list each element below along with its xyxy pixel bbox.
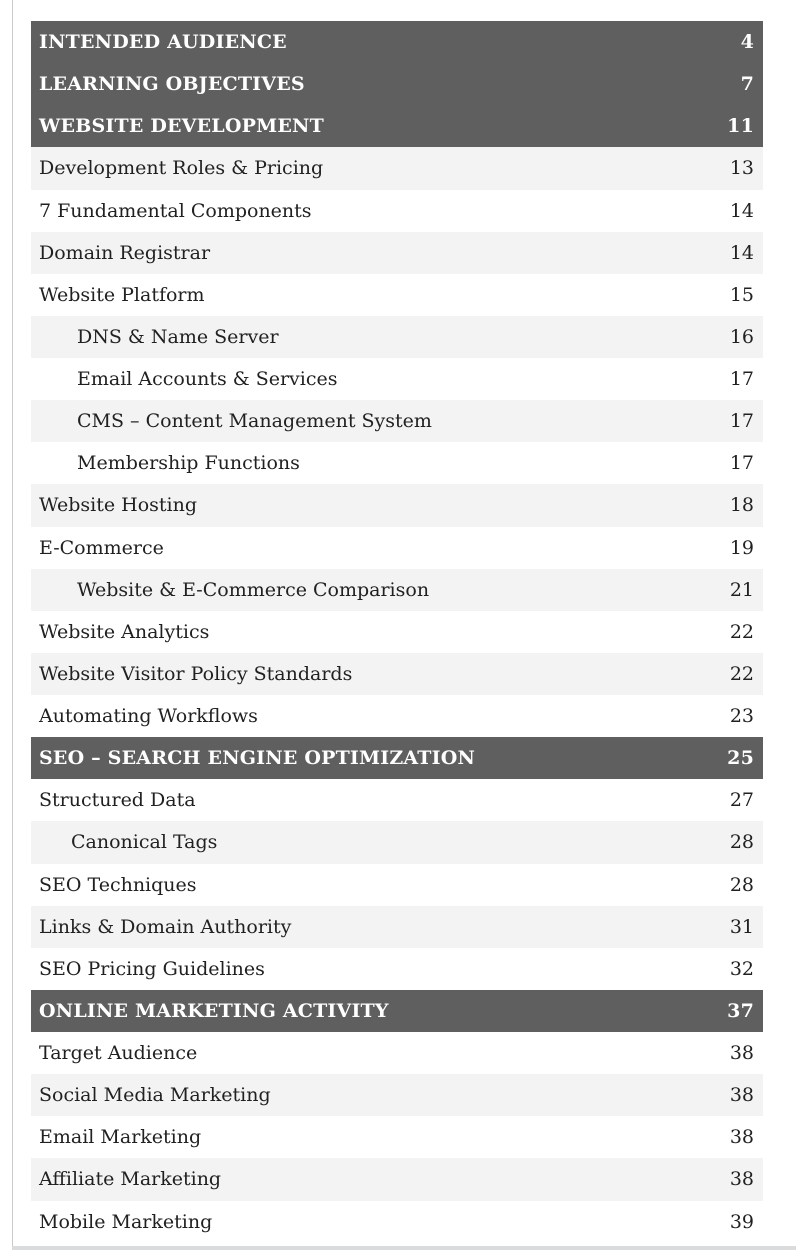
toc-entry-label: Website Analytics	[39, 620, 210, 643]
toc-section-header-row[interactable]	[31, 990, 763, 1032]
toc-entry-label: ONLINE MARKETING ACTIVITY	[39, 999, 389, 1022]
toc-entry-page-number: 28	[729, 831, 754, 854]
toc-entry-label: LEARNING OBJECTIVES	[39, 73, 305, 96]
toc-entry-label: CMS – Content Management System	[77, 410, 432, 433]
toc-entry-label: SEO Pricing Guidelines	[39, 957, 265, 980]
toc-entry-label: Links & Domain Authority	[39, 915, 292, 938]
toc-entry-page-number: 15	[729, 283, 754, 306]
toc-entry-page-number: 25	[727, 747, 754, 770]
toc-section-header-row[interactable]	[31, 21, 763, 63]
toc-entry-label: Website Platform	[39, 283, 205, 306]
toc-section-header-row[interactable]	[31, 737, 763, 779]
toc-row[interactable]	[31, 948, 763, 990]
toc-row[interactable]	[31, 695, 763, 737]
toc-entry-label: Mobile Marketing	[39, 1210, 213, 1233]
toc-entry-page-number: 28	[729, 873, 754, 896]
toc-entry-page-number: 16	[729, 325, 754, 348]
toc-entry-page-number: 18	[729, 494, 754, 517]
toc-row[interactable]	[31, 779, 763, 821]
toc-entry-label: Website Visitor Policy Standards	[39, 662, 353, 685]
toc-entry-label: Automating Workflows	[39, 705, 258, 728]
toc-entry-page-number: 22	[729, 662, 754, 685]
toc-entry-label: INTENDED AUDIENCE	[39, 31, 287, 54]
toc-row[interactable]	[31, 864, 763, 906]
toc-row[interactable]	[31, 316, 763, 358]
toc-entry-label: SEO Techniques	[39, 873, 197, 896]
toc-entry-label: Email Marketing	[39, 1126, 202, 1149]
toc-row[interactable]	[31, 442, 763, 484]
toc-entry-page-number: 21	[729, 578, 754, 601]
toc-entry-label: Target Audience	[39, 1042, 198, 1065]
toc-entry-page-number: 37	[727, 999, 754, 1022]
toc-row[interactable]	[31, 527, 763, 569]
toc-entry-page-number: 38	[729, 1084, 754, 1107]
toc-entry-label: WEBSITE DEVELOPMENT	[39, 115, 324, 138]
toc-entry-label: Canonical Tags	[71, 831, 218, 854]
toc-entry-label: Website & E-Commerce Comparison	[77, 578, 430, 601]
toc-row[interactable]	[31, 400, 763, 442]
toc-entry-label: Website Hosting	[39, 494, 198, 517]
toc-entry-page-number: 38	[729, 1126, 754, 1149]
toc-entry-label: Email Accounts & Services	[77, 368, 338, 391]
toc-entry-label: DNS & Name Server	[77, 325, 279, 348]
toc-row[interactable]	[31, 569, 763, 611]
toc-entry-page-number: 17	[729, 452, 754, 475]
toc-entry-page-number: 38	[729, 1042, 754, 1065]
toc-section-header-row[interactable]	[31, 63, 763, 105]
page-bottom-edge	[12, 1246, 796, 1250]
toc-row[interactable]	[31, 232, 763, 274]
toc-entry-label: Domain Registrar	[39, 241, 211, 264]
toc-entry-page-number: 38	[729, 1168, 754, 1191]
toc-entry-page-number: 32	[729, 957, 754, 980]
toc-row[interactable]	[31, 1116, 763, 1158]
toc-entry-label: Affiliate Marketing	[39, 1168, 222, 1191]
toc-section-header-row[interactable]	[31, 105, 763, 147]
toc-row[interactable]	[31, 1032, 763, 1074]
toc-row[interactable]	[31, 190, 763, 232]
toc-row[interactable]	[31, 906, 763, 948]
toc-entry-page-number: 17	[729, 410, 754, 433]
toc-entry-label: Development Roles & Pricing	[39, 157, 324, 180]
toc-entry-page-number: 14	[729, 241, 754, 264]
toc-entry-label: Membership Functions	[77, 452, 300, 475]
toc-entry-label: Structured Data	[39, 789, 196, 812]
toc-entry-label: Social Media Marketing	[39, 1084, 271, 1107]
toc-entry-page-number: 19	[729, 536, 754, 559]
toc-entry-page-number: 31	[729, 915, 754, 938]
toc-entry-page-number: 14	[729, 199, 754, 222]
toc-row[interactable]	[31, 821, 763, 863]
toc-entry-page-number: 13	[729, 157, 754, 180]
toc-row[interactable]	[31, 653, 763, 695]
toc-entry-page-number: 22	[729, 620, 754, 643]
toc-entry-page-number: 7	[740, 73, 754, 96]
table-of-contents	[31, 21, 763, 1243]
toc-row[interactable]	[31, 1074, 763, 1116]
toc-row[interactable]	[31, 274, 763, 316]
toc-row[interactable]	[31, 1201, 763, 1243]
toc-entry-page-number: 39	[729, 1210, 754, 1233]
toc-entry-label: E-Commerce	[39, 536, 164, 559]
toc-entry-label: 7 Fundamental Components	[39, 199, 312, 222]
toc-entry-page-number: 4	[740, 31, 754, 54]
toc-row[interactable]	[31, 484, 763, 526]
toc-entry-label: SEO – SEARCH ENGINE OPTIMIZATION	[39, 747, 476, 770]
toc-entry-page-number: 11	[727, 115, 754, 138]
toc-row[interactable]	[31, 358, 763, 400]
toc-entry-page-number: 23	[729, 705, 754, 728]
toc-row[interactable]	[31, 1158, 763, 1200]
toc-row[interactable]	[31, 611, 763, 653]
toc-entry-page-number: 17	[729, 368, 754, 391]
page-left-edge	[12, 0, 13, 1247]
toc-row[interactable]	[31, 147, 763, 189]
toc-entry-page-number: 27	[729, 789, 754, 812]
